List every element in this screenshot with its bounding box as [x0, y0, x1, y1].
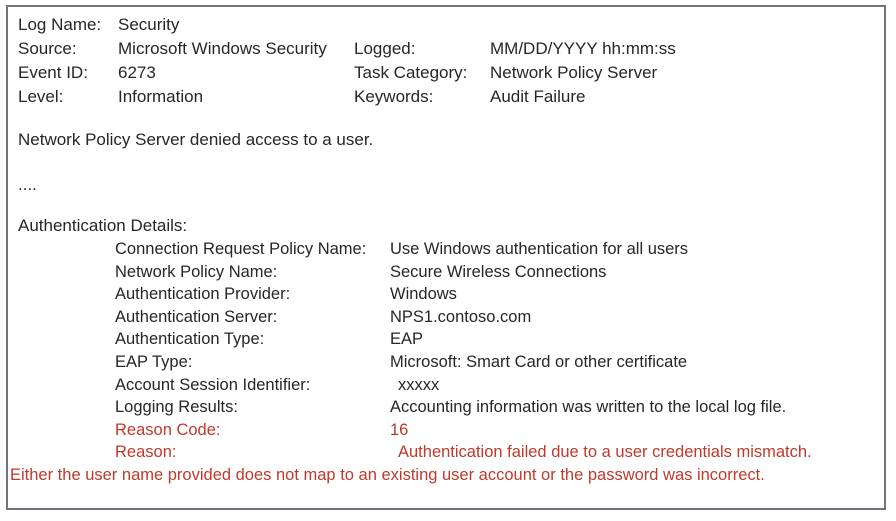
- field-row-authentication-provider: [18, 283, 880, 306]
- field-row-connection-request-policy: [18, 238, 880, 261]
- header-row-event-id: [18, 61, 880, 85]
- field-row-logging-results: [18, 396, 880, 419]
- level-value: Information: [118, 87, 204, 106]
- log-name-value: Security: [118, 15, 180, 34]
- field-label: Authentication Server:: [115, 307, 278, 326]
- log-name-label: Log Name:: [18, 15, 102, 34]
- logged-value: MM/DD/YYYY hh:mm:ss: [490, 39, 676, 58]
- logged-label: Logged:: [354, 39, 416, 58]
- field-value: EAP: [390, 330, 424, 349]
- keywords-value: Audit Failure: [490, 87, 586, 106]
- source-label: Source:: [18, 39, 77, 58]
- reason-explanation-text: Either the user name provided does not map to an existing user account or the password was incorrect.: [10, 465, 765, 484]
- field-label: Network Policy Name:: [115, 262, 278, 281]
- field-label: Reason:: [115, 443, 177, 462]
- level-label: Level:: [18, 87, 64, 106]
- header-row-log-name: [18, 13, 880, 37]
- event-message: Network Policy Server denied access to a user.: [18, 130, 374, 149]
- field-row-network-policy-name: [18, 261, 880, 284]
- task-category-label: Task Category:: [354, 63, 468, 82]
- header-row-level: [18, 85, 880, 109]
- field-row-authentication-server: [18, 306, 880, 329]
- keywords-label: Keywords:: [354, 87, 434, 106]
- source-value: Microsoft Windows Security: [118, 39, 327, 58]
- auth-details-heading: Authentication Details:: [18, 216, 188, 235]
- event-log-box: [6, 5, 886, 510]
- field-row-reason-code: [18, 419, 880, 442]
- field-value: Microsoft: Smart Card or other certificate: [390, 352, 688, 371]
- field-value: Secure Wireless Connections: [390, 262, 607, 281]
- field-row-eap-type: [18, 351, 880, 374]
- field-label: Authentication Provider:: [115, 285, 291, 304]
- field-row-reason: [18, 441, 880, 464]
- event-id-label: Event ID:: [18, 63, 88, 82]
- auth-details-list: [18, 238, 880, 464]
- field-label: Reason Code:: [115, 420, 221, 439]
- field-row-authentication-type: [18, 328, 880, 351]
- header-row-source: [18, 37, 880, 61]
- field-label: Account Session Identifier:: [115, 375, 311, 394]
- field-label: Authentication Type:: [115, 330, 265, 349]
- truncation-ellipsis: ....: [18, 175, 37, 194]
- field-label: Connection Request Policy Name:: [115, 240, 367, 258]
- field-value: Authentication failed due to a user credentials mismatch.: [398, 443, 812, 462]
- task-category-value: Network Policy Server: [490, 63, 658, 82]
- field-value: Use Windows authentication for all users: [390, 240, 689, 258]
- field-label: Logging Results:: [115, 398, 238, 417]
- field-value: NPS1.contoso.com: [390, 307, 532, 326]
- event-id-value: 6273: [118, 63, 156, 82]
- event-header: [18, 13, 880, 109]
- field-value: Accounting information was written to the local log file.: [390, 398, 787, 417]
- field-value: 16: [390, 420, 409, 439]
- field-label: EAP Type:: [115, 352, 193, 371]
- field-value: Windows: [390, 285, 457, 304]
- field-row-account-session-identifier: [18, 374, 880, 397]
- field-value: xxxxx: [398, 375, 440, 394]
